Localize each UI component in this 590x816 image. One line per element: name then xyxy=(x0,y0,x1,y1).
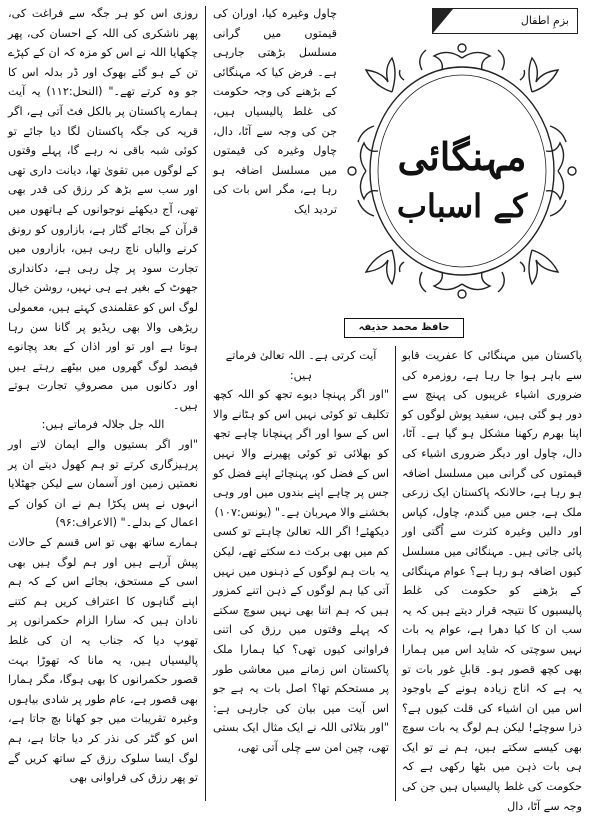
column-divider xyxy=(205,6,206,801)
section-tag xyxy=(432,8,578,34)
middle-column-text-bottom: دیکھئے! اگر اللہ تعالیٰ چاہتے تو کسی کم میں بھی برکت دے سکتے تھے، لیکن یہ بات ہم لوگوں کے ذہنوں میں نہیں آتی کیا ہم لوگوں کے ذہن اتنے کمزور ہیں کہ ہم اتنا بھی نہیں سوچ سکتے کہ پہلے وقتوں میں رزق کی اتنی فراوانی کیوں تھی؟ کیا ہمارا ملک پاکستان اس زمانے میں معاشی طور پر مستحکم تھا؟ اصل بات یہ ہے جو اس آیت میں بیان کی جارہی ہے: "اور بتلائی اللہ نے ایک مثال ایک بستی تھی، چین امن سے چلی آتی تھی، xyxy=(213,525,389,754)
author-byline: حافظ محمد حذیفہ xyxy=(344,318,464,338)
left-column-text-top: روزی اس کو ہر جگہ سے فراغت کی، پھر ناشکری کی اللہ کے احسان کی، پھر چکھایا اللہ نے اس کو مزہ کہ ان کے کپڑے تن کے ہو گئے بھوک اور ڈر بدلہ اس کا جو وہ کرتے تھے۔" (النحل:۱۱۲) یہ آیت ہمارے پاکستان پر بالکل فٹ آتی ہے، اگر قریہ کی جگہ پاکستان لگا دیا جائے تو کوئی شبہ باقی نہ رہے گا، پہلے وقتوں کے لوگوں میں تقویٰ تھا، دیانت داری تھی اور سب سے بڑھ کر رزق کی قدر بھی تھی، آج دیکھئے نوجوانوں کے ہاتھوں میں قرآن کے بجائے گٹار ہے، بازاروں کو رونق کرنے والیاں ناچ رہی ہیں، بازاروں میں تجارت سود پر چل رہی ہے، دکانداری جھوٹ کے بغیر ہے ہی نہیں، روشن خیال لوگ اس کو عقلمندی کہتے ہیں، معمولی ریڑھی والا بھی ریڈیو پر گانا سن رہا ہوتا ہے اور تو اور اذان کے بعد پچانوے فیصد لوگ گھروں میں بیٹھے رہتے ہیں اور دکانوں میں مصروفِ تجارت ہوتے ہیں۔ xyxy=(8,7,198,412)
left-column xyxy=(8,4,198,804)
column-divider xyxy=(395,346,396,801)
quoted-verse: "اور اگر پہنچا دیوے تجھ کو اللہ کچھ تکلیف تو کوئی نہیں اس کو ہٹانے والا اس کے سوا اور اگر پہنچانا چاہے تجھ کو بھلائی تو کوئی پھیرنے والا نہیں اس کے فضل کو، پہنچائے اپنے فضل کو جس پر چاہے اپنے بندوں میں اور وہی بخشنے والا مہربان ہے۔" (یونس:۱۰۷) xyxy=(213,388,389,519)
middle-column-text-top: چاول وغیرہ کیا، اوران کی قیمتوں میں گرانی مسلسل بڑھتی جارہی ہے۔ فرض کیا کہ مہنگائی کے بڑھنے کی وجہ حکومت کی غلط پالیسیاں ہیں، جن کی وجہ سے آٹا، دال، چاول وغیرہ کی قیمتوں میں مسلسل اضافہ ہو رہا ہے، مگر اس بات کی تردید ایک xyxy=(213,7,337,216)
verse-intro: اللہ جل جلالہ فرماتے ہیں: xyxy=(41,418,165,432)
quoted-verse: "اور اگر بستیوں والے ایمان لاتے اور پرہیزگاری کرتے تو ہم کھول دیتے ان پر نعمتیں زمین اور آسمان سے لیکن جھٹلایا انہوں نے پس پکڑا ہم نے ان کوان کے اعمال کے بدلے۔" (الاعراف:۹۶) xyxy=(8,438,198,530)
middle-column-top xyxy=(213,4,337,334)
left-column-text-bottom: ہمارے ساتھ بھی تو اس قسم کے حالات پیش آرہے ہیں اور ہم لوگ ہیں بھی اسی کے مستحق، بجائے اس کے کہ ہم اپنے گناہوں کا اعتراف کریں ہم کتنے نادان ہیں کہ سارا الزام حکمرانوں پر تھوپ دیا کہ جناب یہ ان کی غلط پالیسیاں ہیں، یہ مانا کہ تھوڑا بہت قصور حکمرانوں کا بھی ہوگا، مگر ہمارا بھی قصور ہے، عام طور پر شادی بیاہوں وغیرہ تقریبات میں جو کھانا بچ جاتا ہے، اس کو گٹر کی نذر کر دیا جاتا ہے، ہم لوگ ایسا سلوک رزق کے ساتھ کریں گے تو پھر رزق کی فراوانی بھی xyxy=(8,536,198,785)
right-column xyxy=(402,346,582,813)
article-subtitle: کے اسباب xyxy=(396,187,528,225)
section-tag-label: بزمِ اطفال xyxy=(520,14,569,27)
right-column-text: پاکستان میں مہنگائی کا عفریت قابو سے باہر ہوا جا رہا ہے، روزمرہ کی ضروری اشیاء غریبوں کی پہنچ سے دور ہو گئی ہیں، سفید پوش لوگوں کو اپنا بھرم رکھنا مشکل ہو گیا ہے۔ آٹا، دال، چاول اور دیگر ضروری اشیاء کی قیمتوں کی گرانی میں مسلسل اضافہ ہو رہا ہے، حالانکہ پاکستان ایک زرعی ملک ہے، جس میں گندم، چاول، کپاس اور دالیں وغیرہ کثرت سے اُگتی اور پائی جاتی ہیں۔ مہنگائی میں مسلسل کیوں اضافہ ہو رہا ہے؟ عوام مہنگائی کے بڑھنے کو حکومت کی غلط پالیسیوں کا نتیجہ قرار دیتے ہیں کہ یہ سب ان کا کیا دھرا ہے، عوام یہ بات نہیں سوچتی کہ شاید اس میں ہمارا بھی کچھ قصور ہو۔ قابلِ غور بات تو یہ ہے کہ اناج زیادہ ہونے کے باوجود اس میں ان اشیاء کی قلت کیوں ہے؟ ذرا سوچئے! لیکن ہم لوگ یہ بات سوچ بھی کیسے سکتے ہیں، ہم نے تو ایک ہی بات ذہن میں بٹھا رکھی ہے کہ حکومت کی غلط پالیسیاں ہیں جن کی وجہ سے آٹا، دال xyxy=(402,349,582,813)
article-title: مہنگائی xyxy=(397,134,527,179)
verse-intro: آیت کرتی ہے۔ اللہ تعالیٰ فرماتے ہیں: xyxy=(225,349,377,382)
title-ornament xyxy=(344,40,580,302)
corner-triangle xyxy=(433,9,453,33)
middle-column-bottom xyxy=(213,346,389,804)
